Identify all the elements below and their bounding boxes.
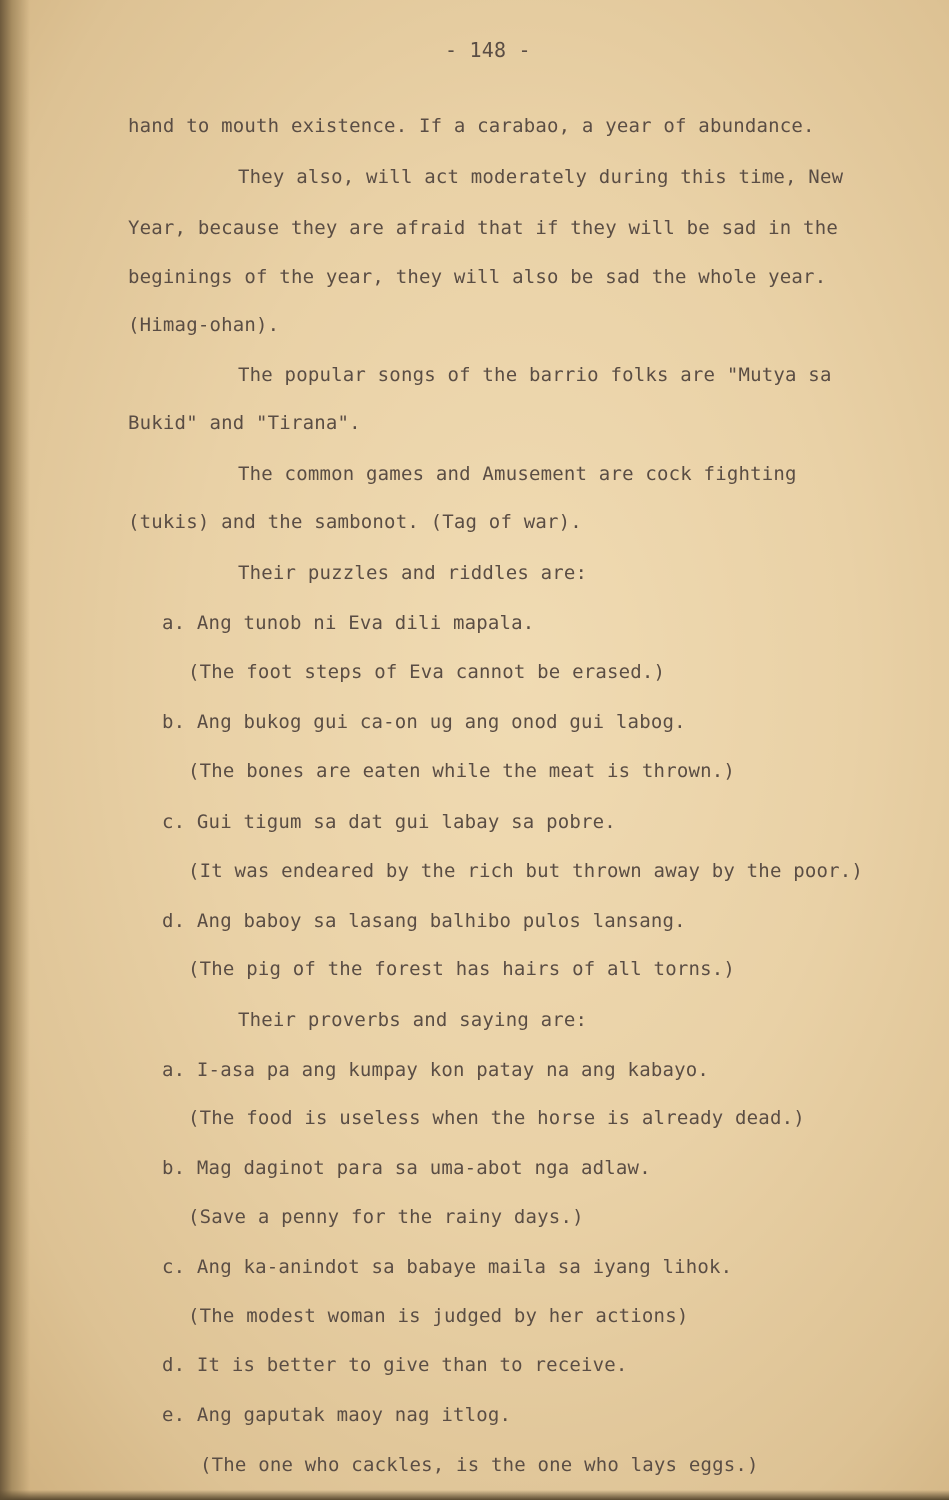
riddle-translation: (It was endeared by the rich but thrown away by the poor.) bbox=[188, 860, 864, 882]
page-number: - 148 - bbox=[445, 38, 531, 62]
proverb-item: b. Mag daginot para sa uma-abot nga adlaw. bbox=[162, 1157, 651, 1179]
text-line: beginings of the year, they will also be sad the whole year. bbox=[128, 266, 827, 288]
text-line: Bukid" and "Tirana". bbox=[128, 412, 361, 434]
riddle-translation: (The foot steps of Eva cannot be erased.) bbox=[188, 661, 666, 683]
proverb-translation: (Save a penny for the rainy days.) bbox=[188, 1206, 584, 1228]
text-line: Their puzzles and riddles are: bbox=[238, 562, 588, 584]
proverb-item: a. I-asa pa ang kumpay kon patay na ang kabayo. bbox=[162, 1059, 710, 1081]
text-line: The common games and Amusement are cock fighting bbox=[238, 463, 797, 485]
text-line: They also, will act moderately during this time, New bbox=[238, 166, 844, 188]
riddle-translation: (The pig of the forest has hairs of all torns.) bbox=[188, 958, 736, 980]
text-line: The popular songs of the barrio folks are "Mutya sa bbox=[238, 364, 832, 386]
proverb-translation: (The food is useless when the horse is already dead.) bbox=[188, 1107, 805, 1129]
text-line: (tukis) and the sambonot. (Tag of war). bbox=[128, 511, 582, 533]
proverb-item: c. Ang ka-anindot sa babaye maila sa iyang lihok. bbox=[162, 1256, 733, 1278]
proverb-item: e. Ang gaputak maoy nag itlog. bbox=[162, 1404, 512, 1426]
riddle-item: b. Ang bukog gui ca-on ug ang onod gui labog. bbox=[162, 711, 686, 733]
proverb-translation: (The one who cackles, is the one who lays eggs.) bbox=[200, 1454, 759, 1476]
proverb-item: d. It is better to give than to receive. bbox=[162, 1354, 628, 1376]
riddle-translation: (The bones are eaten while the meat is thrown.) bbox=[188, 760, 736, 782]
riddle-item: a. Ang tunob ni Eva dili mapala. bbox=[162, 612, 535, 634]
text-line: Their proverbs and saying are: bbox=[238, 1009, 588, 1031]
binding-shadow bbox=[0, 0, 30, 1500]
riddle-item: c. Gui tigum sa dat gui labay sa pobre. bbox=[162, 811, 616, 833]
text-line: (Himag-ohan). bbox=[128, 314, 280, 336]
text-line: Year, because they are afraid that if they will be sad in the bbox=[128, 217, 838, 239]
bottom-edge-shadow bbox=[0, 1490, 949, 1500]
proverb-translation: (The modest woman is judged by her actions) bbox=[188, 1305, 689, 1327]
text-line: hand to mouth existence. If a carabao, a year of abundance. bbox=[128, 115, 815, 137]
riddle-item: d. Ang baboy sa lasang balhibo pulos lansang. bbox=[162, 910, 686, 932]
